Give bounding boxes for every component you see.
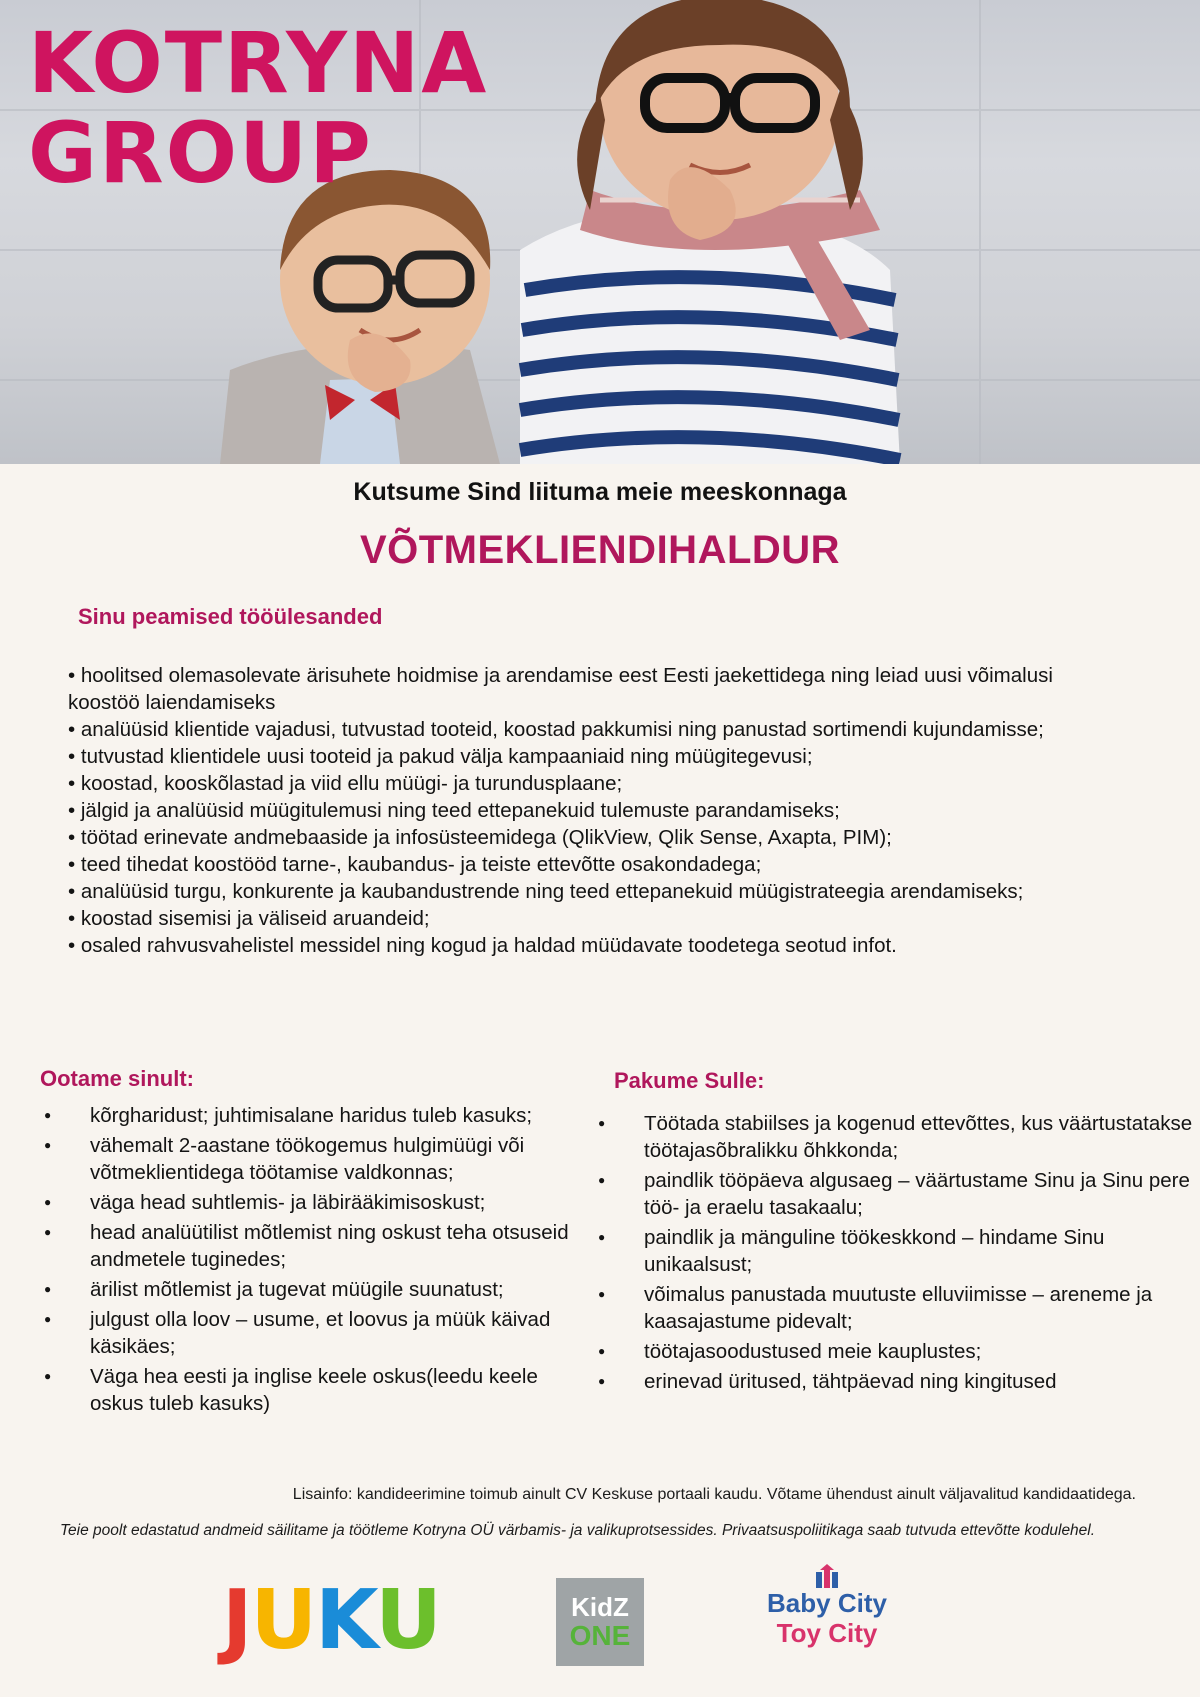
brand-logo xyxy=(28,14,489,202)
list-item: ● julgust olla loov – usume, et loovus ja müük käivad käsikäes; xyxy=(40,1306,580,1360)
list-item: ● kõrgharidust; juhtimisalane haridus tuleb kasuks; xyxy=(40,1102,580,1129)
castle-icon xyxy=(812,1564,842,1588)
list-item: • analüüsid turgu, konkurente ja kaubandustrende ning teed ettepanekuid müügistrateegia arendamiseks; xyxy=(68,878,1068,905)
list-item: ● Väga hea eesti ja inglise keele oskus(leedu keele oskus tuleb kasuks) xyxy=(40,1363,580,1417)
kidzone-line-1: KidZ xyxy=(571,1592,629,1622)
list-item: ● head analüütilist mõtlemist ning oskust teha otsuseid andmetele tuginedes; xyxy=(40,1219,580,1273)
list-item: ● Töötada stabiilses ja kogenud ettevõttes, kus väärtustatakse töötajasõbralikku õhkkonda; xyxy=(594,1110,1194,1164)
brand-line-1: KOTRYNA xyxy=(28,14,489,112)
list-item: • hoolitsed olemasolevate ärisuhete hoidmise ja arendamise eest Eesti jaekettidega ning leiad uusi võimalusi koostöö laiendamiseks xyxy=(68,662,1068,716)
offer-list xyxy=(594,1110,1194,1398)
kidzone-logo xyxy=(556,1578,644,1666)
list-item: • teed tihedat koostööd tarne-, kaubandus- ja teiste ettevõtte osakondadega; xyxy=(68,851,1068,878)
list-item: ● paindlik ja mänguline töökeskkond – hindame Sinu unikaalsust; xyxy=(594,1224,1194,1278)
juku-letter: U xyxy=(250,1573,316,1668)
juku-letter: U xyxy=(375,1573,440,1668)
hero-photo xyxy=(0,0,1200,464)
list-item: • analüüsid klientide vajadusi, tutvustad tooteid, koostad pakkumisi ning panustad sortimendi kujundamisse; xyxy=(68,716,1068,743)
intro-heading: Kutsume Sind liituma meie meeskonnaga xyxy=(353,478,847,506)
list-item: ● ärilist mõtlemist ja tugevat müügile suunatust; xyxy=(40,1276,580,1303)
tasks-list xyxy=(68,662,1068,959)
list-item: • tutvustad klientidele uusi tooteid ja pakud välja kampaaniaid ning müügitegevusi; xyxy=(68,743,1068,770)
list-item: • jälgid ja analüüsid müügitulemusi ning teed ettepanekuid tulemuste parandamiseks; xyxy=(68,797,1068,824)
additional-info: Lisainfo: kandideerimine toimub ainult CV Keskuse portaali kaudu. Võtame ühendust ainult väljavalitud kandidaatidega. xyxy=(292,1486,1136,1503)
job-title: VÕTMEKLIENDIHALDUR xyxy=(359,528,841,572)
list-item: ● väga head suhtlemis- ja läbirääkimisoskust; xyxy=(40,1189,580,1216)
list-item: ● paindlik tööpäeva algusaeg – väärtustame Sinu ja Sinu pere töö- ja eraelu tasakaalu; xyxy=(594,1167,1194,1221)
brand-line-2: GROUP xyxy=(28,104,373,202)
list-item: • töötad erinevate andmebaaside ja infosüsteemidega (QlikView, Qlik Sense, Axapta, PIM); xyxy=(68,824,1068,851)
list-item: ● erinevad üritused, tähtpäevad ning kingitused xyxy=(594,1368,1194,1395)
babycity-logo xyxy=(752,1564,902,1648)
requirements-title: Ootame sinult: xyxy=(40,1066,195,1091)
kidzone-line-2: ONE xyxy=(569,1620,631,1651)
babycity-line-2: Toy City xyxy=(776,1618,878,1648)
privacy-notice: Teie poolt edastatud andmeid säilitame ja töötleme Kotryna OÜ värbamis- ja valikuprotsessides. Privaatsuspoliitikaga saab tutvuda ettevõtte kodulehel. xyxy=(60,1522,1096,1539)
juku-letter: J xyxy=(222,1573,251,1668)
juku-letter: K xyxy=(315,1573,376,1668)
list-item: ● võimalus panustada muutuste elluviimisse – areneme ja kaasajastume pidevalt; xyxy=(594,1281,1194,1335)
list-item: ● töötajasoodustused meie kauplustes; xyxy=(594,1338,1194,1365)
babycity-line-1: Baby City xyxy=(767,1588,887,1618)
list-item: • osaled rahvusvahelistel messidel ning kogud ja haldad müüdavate toodetega seotud infot. xyxy=(68,932,1068,959)
list-item: ● vähemalt 2-aastane töökogemus hulgimüügi või võtmeklientidega töötamise valdkonnas; xyxy=(40,1132,580,1186)
tasks-title: Sinu peamised tööülesanded xyxy=(78,604,383,629)
requirements-list xyxy=(40,1102,580,1420)
list-item: • koostad, kooskõlastad ja viid ellu müügi- ja turundusplaane; xyxy=(68,770,1068,797)
offer-title: Pakume Sulle: xyxy=(614,1068,765,1093)
juku-logo xyxy=(222,1573,440,1668)
list-item: • koostad sisemisi ja väliseid aruandeid; xyxy=(68,905,1068,932)
